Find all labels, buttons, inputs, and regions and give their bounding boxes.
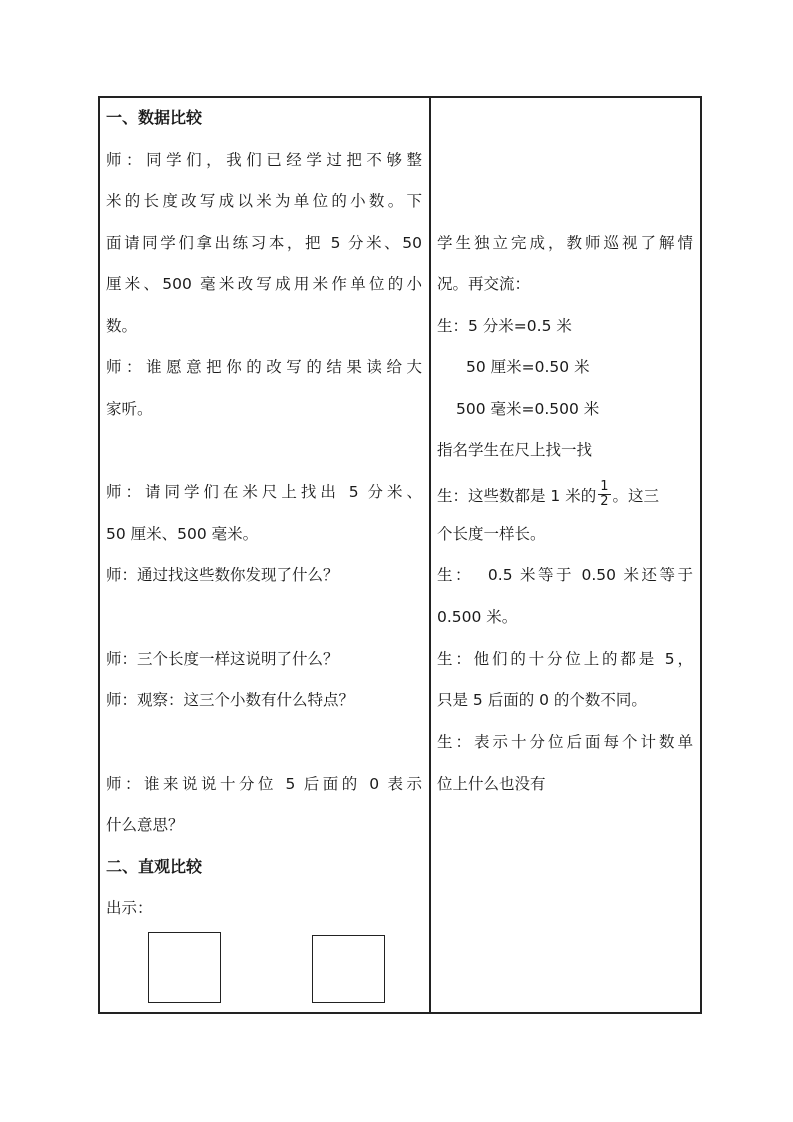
right-text-segment: 。这三 [612,487,660,505]
left-text-line: 师：谁愿意把你的改写的结果读给大 [106,358,422,376]
left-text-line: 师：观察：这三个小数有什么特点？ [106,691,355,709]
fraction-numerator: 1 [600,479,609,494]
right-text-line: 生：5 分米=0.5 米 [437,317,572,335]
right-text-line: 生： 0.5 米等于 0.50 米还等于 [437,566,693,584]
left-text-line: 什么意思？ [106,816,184,834]
right-text-line: 50 厘米=0.50 米 [466,358,590,376]
right-text-line: 生：他们的十分位上的都是 5， [437,650,693,668]
left-text-line: 师：通过找这些数你发现了什么？ [106,566,339,584]
right-text-line: 学生独立完成，教师巡视了解情 [437,234,693,252]
right-text-line: 500 毫米=0.500 米 [456,400,600,418]
right-text-line-with-fraction [437,479,660,511]
left-text-line: 家听。 [106,400,153,418]
section-title-data-comparison: 一、数据比较 [106,108,203,127]
right-text-line: 位上什么也没有 [437,775,546,793]
left-text-line: 师：三个长度一样这说明了什么？ [106,650,339,668]
right-text-line: 个长度一样长。 [437,525,546,543]
show-label: 出示： [106,899,153,917]
left-text-line: 面请同学们拿出练习本，把 5 分米、50 [106,234,422,252]
fraction-denominator: 2 [600,494,609,509]
left-text-line: 厘米、500 毫米改写成用米作单位的小 [106,275,422,293]
right-text-line: 况。再交流： [437,275,531,293]
section-title-visual-comparison: 二、直观比较 [106,857,203,876]
right-text-line: 生：表示十分位后面每个计数单 [437,733,693,751]
left-text-line: 师：请同学们在米尺上找出 5 分米、 [106,483,422,501]
square-figure-right [312,935,385,1003]
right-text-segment: 生：这些数都是 1 米的 [437,487,597,505]
right-text-line: 0.500 米。 [437,608,518,626]
left-text-line: 师：同学们，我们已经学过把不够整 [106,151,422,169]
fraction-one-half [598,480,610,509]
left-text-line: 师：谁来说说十分位 5 后面的 0 表示 [106,775,422,793]
column-divider [429,96,431,1014]
right-text-line: 指名学生在尺上找一找 [437,441,593,459]
left-text-line: 米的长度改写成以米为单位的小数。下 [106,192,422,210]
left-text-line: 50 厘米、500 毫米。 [106,525,259,543]
square-figure-left [148,932,221,1003]
right-text-line: 只是 5 后面的 0 的个数不同。 [437,691,647,709]
left-text-line: 数。 [106,317,138,335]
